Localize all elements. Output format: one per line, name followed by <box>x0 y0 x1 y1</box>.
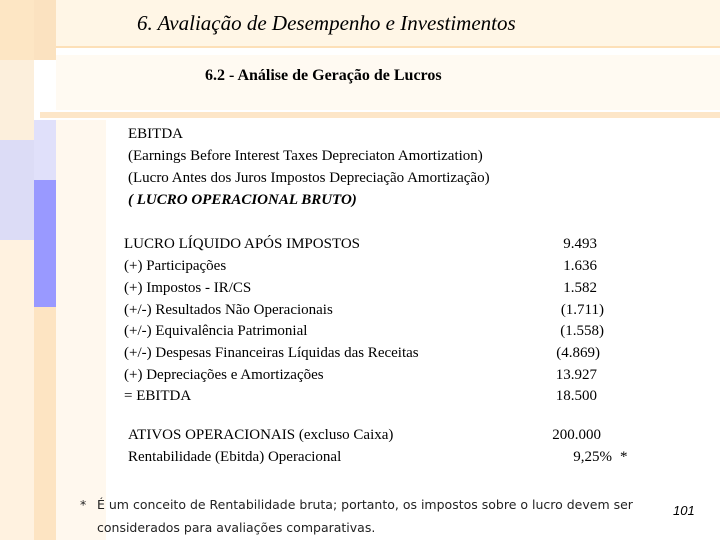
subtitle-line <box>40 112 720 118</box>
footnote-line-1: É um conceito de Rentabilidade bruta; portanto, os impostos sobre o lucro devem ser <box>97 497 633 512</box>
page-number: 101 <box>673 503 695 518</box>
row-label: (+) Impostos - IR/CS <box>124 280 252 296</box>
ebitda-portuguese: (Lucro Antes dos Juros Impostos Depreciação Amortização) <box>128 170 490 186</box>
peach-column <box>34 307 56 540</box>
ebitda-english: (Earnings Before Interest Taxes Depreciaton Amortization) <box>128 148 483 164</box>
row-value: (4.869) <box>556 345 600 361</box>
row-value: (1.711) <box>560 302 604 318</box>
row-label: LUCRO LÍQUIDO APÓS IMPOSTOS <box>124 236 361 252</box>
blue-bar <box>34 180 56 307</box>
rentabilidade-value: 9,25% <box>573 449 612 465</box>
row-value: (1.558) <box>560 323 604 339</box>
row-label: (+) Depreciações e Amortizações <box>124 367 324 383</box>
row-label: (+/-) Resultados Não Operacionais <box>124 302 333 318</box>
rentabilidade-asterisk: * <box>620 449 628 465</box>
ebitda-total-value: 18.500 <box>555 388 597 404</box>
page-title: 6. Avaliação de Desempenho e Investimentos <box>137 11 516 35</box>
row-value: 1.582 <box>563 280 597 296</box>
inner-column <box>56 120 106 540</box>
row-label: (+/-) Despesas Financeiras Líquidas das Receitas <box>124 345 419 361</box>
footnote-mark: * <box>80 497 87 512</box>
ebitda-note: ( LUCRO OPERACIONAL BRUTO) <box>128 192 357 208</box>
row-value: 13.927 <box>555 367 597 383</box>
section-subtitle: 6.2 - Análise de Geração de Lucros <box>205 67 442 84</box>
row-value: 9.493 <box>563 236 597 252</box>
peach-bar-top <box>0 0 34 60</box>
row-label: (+) Participações <box>124 258 227 274</box>
ativos-value: 200.000 <box>552 427 601 443</box>
peach-bar-mid <box>0 60 34 140</box>
lavender-bar <box>0 140 34 240</box>
row-value: 1.636 <box>563 258 597 274</box>
row-label: (+/-) Equivalência Patrimonial <box>124 323 308 339</box>
rentabilidade-label: Rentabilidade (Ebitda) Operacional <box>128 449 342 465</box>
left-panel-lower <box>0 240 34 540</box>
title-underline <box>0 46 720 48</box>
ebitda-heading: EBITDA <box>128 126 183 142</box>
ebitda-total-label: = EBITDA <box>124 388 192 404</box>
peach-stripe <box>34 0 56 60</box>
footnote-line-2: considerados para avaliações comparativas. <box>97 520 376 535</box>
lavender-stripe <box>34 120 56 180</box>
ativos-label: ATIVOS OPERACIONAIS (excluso Caixa) <box>128 427 394 443</box>
